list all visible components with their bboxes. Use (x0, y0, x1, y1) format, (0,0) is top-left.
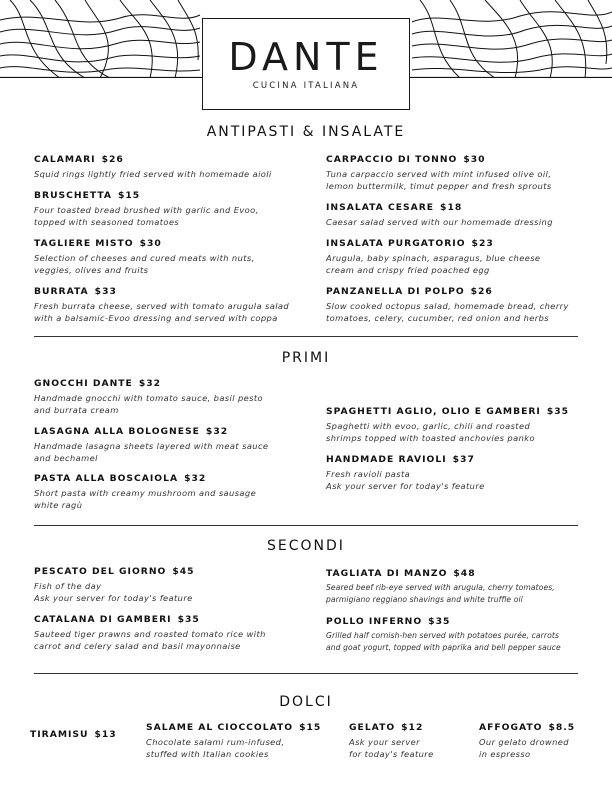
menu-item (34, 473, 294, 511)
restaurant-name: DANTE (228, 35, 384, 79)
item-description: Spaghetti with evoo, garlic, chili and roasted shrimps topped with toasted anchovies panko (326, 421, 535, 443)
item-name: TAGLIERE MISTO (34, 238, 134, 249)
menu-item (326, 154, 584, 192)
item-price: $37 (452, 454, 475, 465)
restaurant-subtitle: CUCINA ITALIANA (252, 81, 360, 91)
menu-item (326, 568, 588, 606)
menu-item (326, 286, 584, 324)
item-price: $12 (401, 722, 424, 733)
section-divider (34, 525, 578, 526)
item-description: Caesar salad served with our homemade dressing (326, 217, 553, 227)
item-description: Arugula, baby spinach, asparagus, blue cheese cream and crispy fried poached egg (326, 253, 541, 275)
item-name: PANZANELLA DI POLPO (326, 286, 465, 297)
menu-item (34, 614, 294, 652)
item-description: Our gelato drowned in espresso (479, 737, 569, 759)
menu-item (326, 616, 588, 654)
item-name: TAGLIATA DI MANZO (326, 568, 448, 579)
item-name: LASAGNA ALLA BOLOGNESE (34, 426, 200, 437)
menu-item (30, 729, 140, 740)
section-divider (34, 673, 578, 674)
item-description: Short pasta with creamy mushroom and sausage white ragù (34, 488, 257, 510)
item-name: SALAME AL CIOCCOLATO (146, 722, 294, 733)
menu-item (326, 454, 584, 492)
item-name: GELATO (349, 722, 396, 733)
section-title-antipasti: ANTIPASTI & INSALATE (206, 124, 406, 140)
menu-item (326, 238, 584, 276)
item-name: BRUSCHETTA (34, 190, 113, 201)
item-description: Sauteed tiger prawns and roasted tomato rice with carrot and celery salad and basil mayonnaise (34, 629, 266, 651)
item-description: Fish of the day Ask your server for today's feature (34, 581, 193, 603)
item-price: $26 (101, 154, 124, 165)
menu-item (34, 378, 294, 416)
item-description: Handmade gnocchi with tomato sauce, basil pesto and burrata cream (34, 393, 264, 415)
item-name: INSALATA PURGATORIO (326, 238, 466, 249)
item-name: PASTA ALLA BOSCAIOLA (34, 473, 179, 484)
item-name: CARPACCIO DI TONNO (326, 154, 458, 165)
menu-item (34, 154, 294, 180)
item-price: $35 (177, 614, 200, 625)
menu-item (326, 202, 584, 228)
menu-item (34, 190, 294, 228)
item-price: $48 (453, 568, 476, 579)
item-description: Slow cooked octopus salad, homemade bread, cherry tomatoes, celery, cucumber, red onion and herbs (326, 301, 569, 323)
item-price: $32 (184, 473, 207, 484)
item-price: $32 (138, 378, 161, 389)
item-name: GNOCCHI DANTE (34, 378, 133, 389)
item-description: Ask your server for today's feature (349, 737, 434, 759)
item-price: $33 (94, 286, 117, 297)
item-name: CALAMARI (34, 154, 96, 165)
section-title-secondi: SECONDI (267, 538, 345, 554)
menu-item (479, 722, 589, 760)
item-description: Four toasted bread brushed with garlic and Evoo, topped with seasoned tomatoes (34, 205, 259, 227)
item-description: Fresh ravioli pasta Ask your server for today's feature (326, 469, 485, 491)
logo-box (202, 18, 410, 110)
item-description: Selection of cheeses and cured meats with nuts, veggies, olives and fruits (34, 253, 255, 275)
item-description: Seared beef rib-eye served with arugula, cherry tomatoes, parmigiano reggiano shavings and white truffle oil (326, 583, 555, 604)
menu-item (326, 406, 584, 444)
item-description: Grilled half cornish-hen served with potatoes purée, carrots and goat yogurt, topped with paprika and bell pepper sauce (326, 631, 561, 652)
item-price: $35 (546, 406, 570, 417)
item-name: TIRAMISU (30, 729, 89, 740)
item-price: $15 (118, 190, 141, 201)
menu-item (34, 286, 294, 324)
menu-item (34, 238, 294, 276)
item-name: CATALANA DI GAMBERI (34, 614, 172, 625)
item-price: $15 (299, 722, 322, 733)
item-price: $30 (139, 238, 162, 249)
item-price: $23 (471, 238, 494, 249)
item-description: Tuna carpaccio served with mint infused olive oil, lemon buttermilk, timut pepper and fresh sprouts (326, 169, 552, 191)
menu-item (146, 722, 336, 760)
menu-item (34, 566, 294, 604)
item-price: $32 (205, 426, 229, 437)
item-name: BURRATA (34, 286, 89, 297)
item-price: $26 (470, 286, 493, 297)
item-name: AFFOGATO (479, 722, 543, 733)
menu-item (34, 426, 294, 464)
item-description: Squid rings lightly fried served with homemade aioli (34, 169, 272, 179)
item-name: PESCATO DEL GIORNO (34, 566, 167, 577)
item-description: Fresh burrata cheese, served with tomato arugula salad with a balsamic-Evoo dressing and served with coppa (34, 301, 290, 323)
item-price: $8.5 (548, 722, 576, 733)
item-description: Handmade lasagna sheets layered with meat sauce and bechamel (34, 441, 269, 463)
item-price: $13 (94, 729, 117, 740)
item-price: $45 (172, 566, 195, 577)
menu-item (349, 722, 469, 760)
item-name: HANDMADE RAVIOLI (326, 454, 447, 465)
section-title-dolci: DOLCI (279, 694, 333, 710)
section-title-primi: PRIMI (281, 350, 331, 366)
item-name: POLLO INFERNO (326, 616, 423, 627)
section-divider (34, 336, 578, 337)
item-price: $18 (440, 202, 463, 213)
item-price: $30 (463, 154, 486, 165)
item-name: SPAGHETTI AGLIO, OLIO E GAMBERI (326, 406, 541, 417)
item-name: INSALATA CESARE (326, 202, 435, 213)
item-description: Chocolate salami rum-infused, stuffed with Italian cookies (146, 737, 285, 759)
item-price: $35 (428, 616, 451, 627)
